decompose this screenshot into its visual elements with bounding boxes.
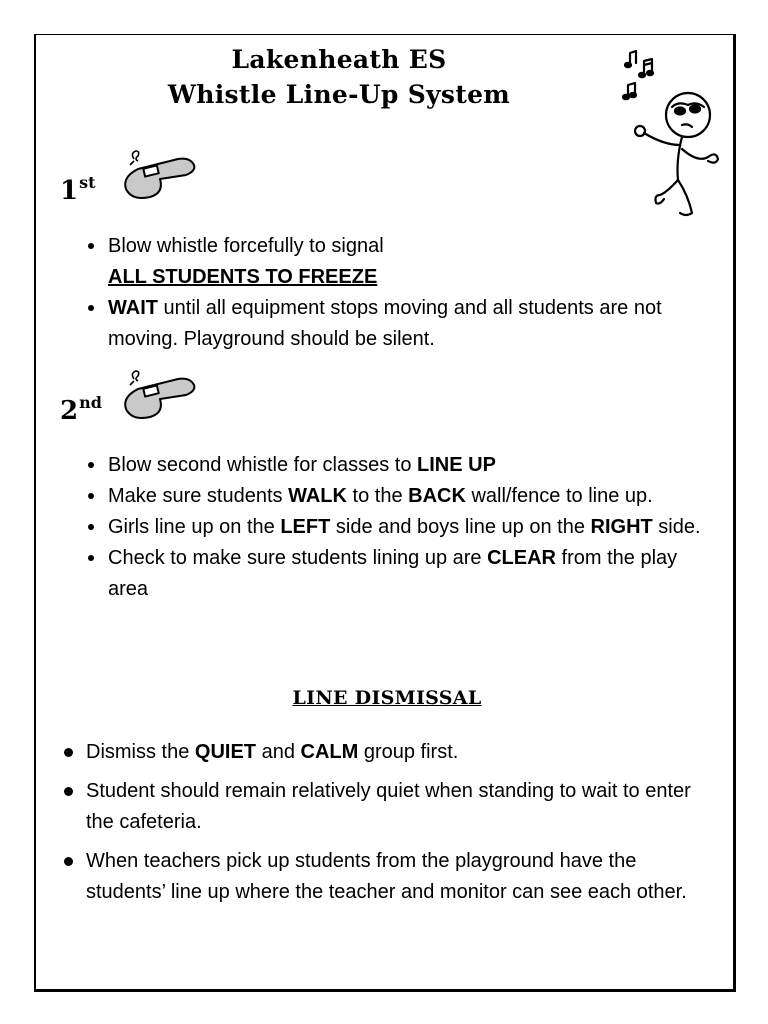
list-item: Make sure students WALK to the BACK wall/fence to line up. [86,481,716,512]
step-2-list [86,450,716,605]
freeze-emphasis: ALL STUDENTS TO FREEZE [108,266,378,288]
document-title: Whistle Line-Up System [167,80,511,109]
step-2-label: 2nd [60,393,102,426]
list-item: Blow whistle forcefully to signal ALL STUDENTS TO FREEZE [86,231,716,293]
section-title: LINE DISMISSAL [292,687,482,709]
document-page [34,34,736,992]
list-item: When teachers pick up students from the playground have the students’ line up where the teacher and monitor can see each other. [64,846,714,908]
list-item: Girls line up on the LEFT side and boys line up on the RIGHT side. [86,512,716,543]
whistle-icon [120,147,200,207]
dancing-figure-icon [616,45,726,220]
list-item: Blow second whistle for classes to LINE UP [86,450,716,481]
list-item: Student should remain relatively quiet when standing to wait to enter the cafeteria. [64,776,714,838]
step-1-list [86,231,716,355]
whistle-icon [120,367,200,427]
step-1-label: 1st [60,173,96,206]
dismissal-list [64,737,714,916]
list-item: WAIT until all equipment stops moving and all students are not moving. Playground should be silent. [86,293,716,355]
list-item: Dismiss the QUIET and CALM group first. [64,737,714,768]
school-name: Lakenheath ES [231,45,447,74]
list-item: Check to make sure students lining up are CLEAR from the play area [86,543,716,605]
